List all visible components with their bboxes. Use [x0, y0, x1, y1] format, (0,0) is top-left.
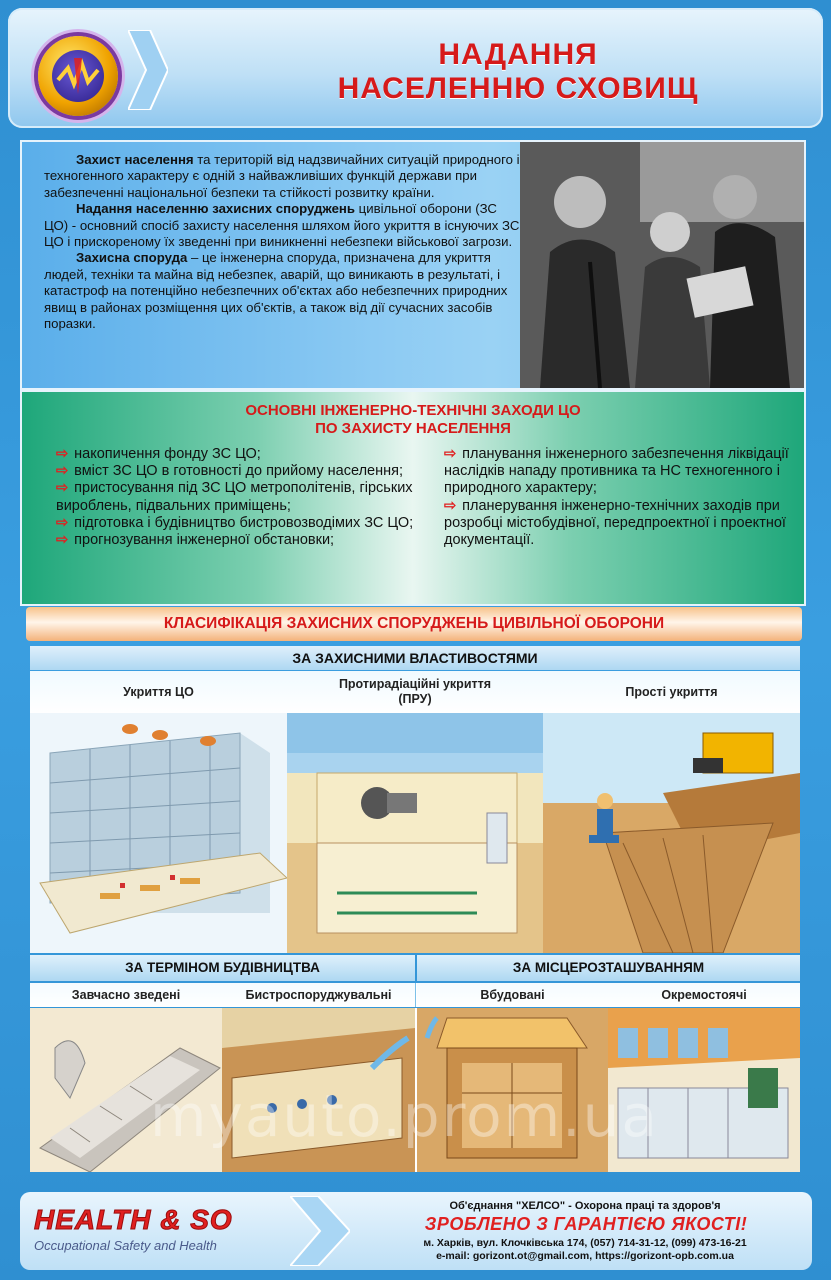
pru-basement-image — [287, 713, 545, 953]
term-header-1: Завчасно зведені — [30, 983, 223, 1007]
brand-logo: HEALTH & SO — [34, 1204, 233, 1235]
bottom-subheaders — [30, 983, 800, 1007]
header-chevron-icon — [128, 30, 168, 110]
list-item — [56, 446, 446, 463]
arrow-right-icon: ⇨ — [444, 446, 457, 462]
intro-paragraph-2 — [44, 201, 524, 250]
loc-header-1: Вбудовані — [417, 983, 609, 1007]
simple-shelter-image — [543, 713, 800, 953]
prop-header-2-line-2: (ПРУ) — [398, 692, 432, 706]
list-item-text: вміст ЗС ЦО в готовності до прийому населення; — [74, 463, 403, 480]
term-header-2: Бистроспоруджувальні — [222, 983, 416, 1007]
footer-chevron-icon — [290, 1196, 350, 1266]
quality-slogan: ЗРОБЛЕНО З ГАРАНТІЄЮ ЯКОСТІ! — [424, 1214, 748, 1234]
list-item — [56, 515, 446, 532]
arrow-right-icon: ⇨ — [56, 480, 69, 497]
shelter-building-illustration — [30, 713, 287, 953]
prebuilt-shelter-illustration — [30, 1008, 222, 1172]
bottom-images — [30, 1008, 800, 1172]
intro-text-3: – це інженерна споруда, призначена для укриття людей, техніки та майна від небезпек, аварій, що виникають в результаті, і катастроф на потенційно небезпечних об'єктах або небезпечних природних явищ в районах розміщення цих об'єктів, а також від дії сучасних засобів поразки. — [44, 250, 508, 332]
list-item — [56, 480, 446, 514]
prop-header-1: Укриття ЦО — [30, 671, 288, 713]
quick-shelter-image — [222, 1008, 417, 1172]
intro-term-2: Надання населенню захисних споруджень — [76, 201, 355, 217]
measures-panel — [20, 390, 806, 606]
shelter-building-image — [30, 713, 289, 953]
arrow-right-icon: ⇨ — [56, 514, 69, 531]
intro-paragraph-1 — [44, 152, 524, 201]
brand-subtitle: Occupational Safety and Health — [34, 1238, 217, 1253]
list-item-text: підготовка і будівництво бистровозводімих ЗС ЦО; — [74, 514, 414, 531]
properties-headers — [30, 671, 800, 713]
arrow-right-icon: ⇨ — [56, 463, 69, 480]
list-item-text: планування інженерного забезпечення ліквідації наслідків нападу противника та НС техногенного і природного характеру; — [444, 446, 789, 497]
page-title — [238, 38, 798, 106]
measures-title-line-2: ПО ЗАХИСТУ НАСЕЛЕННЯ — [315, 420, 511, 437]
classification-bar — [26, 607, 802, 641]
arrow-right-icon: ⇨ — [56, 446, 69, 462]
list-item-text: планерування інженерно-технічних заходів при розробці містобудівної, передпроектної і проектної документації. — [444, 497, 786, 549]
contact-address: м. Харків, вул. Клочківська 174, (057) 714-31-12, (099) 473-16-21 — [423, 1237, 747, 1249]
pru-basement-illustration — [287, 713, 543, 953]
contact-email: e-mail: gorizont.ot@gmail.com, https://gorizont-opb.com.ua — [436, 1250, 734, 1262]
prop-header-2 — [287, 671, 544, 713]
list-item-text: прогнозування інженерної обстановки; — [74, 532, 335, 549]
title-line-2: НАСЕЛЕННЮ СХОВИЩ — [337, 72, 699, 105]
intro-term-3: Захисна споруда — [76, 250, 188, 266]
lightning-icon — [52, 50, 104, 102]
section-by-term: ЗА ТЕРМІНОМ БУДІВНИЦТВА — [30, 955, 415, 981]
standalone-shelter-image — [608, 1008, 800, 1172]
intro-text-2: цивільної оборони (ЗС ЦО) - основний спосіб захисту населення шляхом його укриття в існуючих ЗС ЦО і прискореному їх зведенні при виникненні небезпеки військової загрози. — [44, 201, 520, 250]
intro-paragraph-3 — [44, 250, 524, 332]
measures-right-list — [444, 446, 796, 549]
list-item — [56, 532, 446, 549]
logo-inner-circle — [52, 50, 104, 102]
simple-shelter-illustration — [543, 713, 800, 953]
emblem-logo — [38, 36, 118, 116]
list-item — [444, 446, 796, 498]
loc-header-2: Окремостоячі — [608, 983, 800, 1007]
header — [8, 8, 823, 128]
quick-shelter-illustration — [222, 1008, 415, 1172]
list-item — [56, 463, 446, 480]
section-by-properties: ЗА ЗАХИСНИМИ ВЛАСТИВОСТЯМИ — [30, 646, 800, 670]
people-photo — [520, 142, 804, 388]
list-item-text: накопичення фонду ЗС ЦО; — [74, 446, 261, 462]
title-line-1: НАДАННЯ — [438, 38, 598, 71]
intro-panel — [20, 140, 806, 390]
intro-text — [44, 152, 524, 332]
footer — [20, 1192, 812, 1270]
list-item-text: пристосування під ЗС ЦО метрополітенів, гірських вироблень, підвальних приміщень; — [56, 480, 413, 514]
prop-header-3: Прості укриття — [543, 671, 800, 713]
built-in-shelter-illustration — [417, 1008, 608, 1172]
measures-title — [122, 402, 704, 438]
measures-left-list — [56, 446, 446, 549]
watermark: myauto.prom.ua — [150, 1082, 659, 1150]
intro-text-1: та територій від надзвичайних ситуацій природного і техногенного характеру є одній з найважливіших функцій держави при забезпеченні національної безпеки та стійкості розвитку країни. — [44, 152, 520, 200]
arrow-right-icon: ⇨ — [56, 532, 69, 549]
people-photo-illustration — [520, 142, 804, 388]
prop-header-2-line-1: Протирадіаційні укриття — [338, 677, 492, 691]
organization-name: Об'єднання "ХЕЛСО" - Охорона праці та здоров'я — [449, 1200, 721, 1212]
prebuilt-shelter-image — [30, 1008, 224, 1172]
measures-title-line-1: ОСНОВНІ ІНЖЕНЕРНО-ТЕХНІЧНІ ЗАХОДИ ЦО — [245, 402, 581, 419]
standalone-shelter-illustration — [608, 1008, 800, 1172]
built-in-shelter-image — [417, 1008, 610, 1172]
properties-images — [30, 713, 800, 953]
arrow-right-icon: ⇨ — [444, 497, 457, 514]
section-by-location: ЗА МІСЦЕРОЗТАШУВАННЯМ — [417, 955, 800, 981]
intro-term-1: Захист населення — [76, 152, 194, 167]
classification-title: КЛАСИФІКАЦІЯ ЗАХИСНИХ СПОРУДЖЕНЬ ЦИВІЛЬНОЇ ОБОРОНИ — [163, 615, 665, 632]
list-item — [444, 498, 796, 550]
